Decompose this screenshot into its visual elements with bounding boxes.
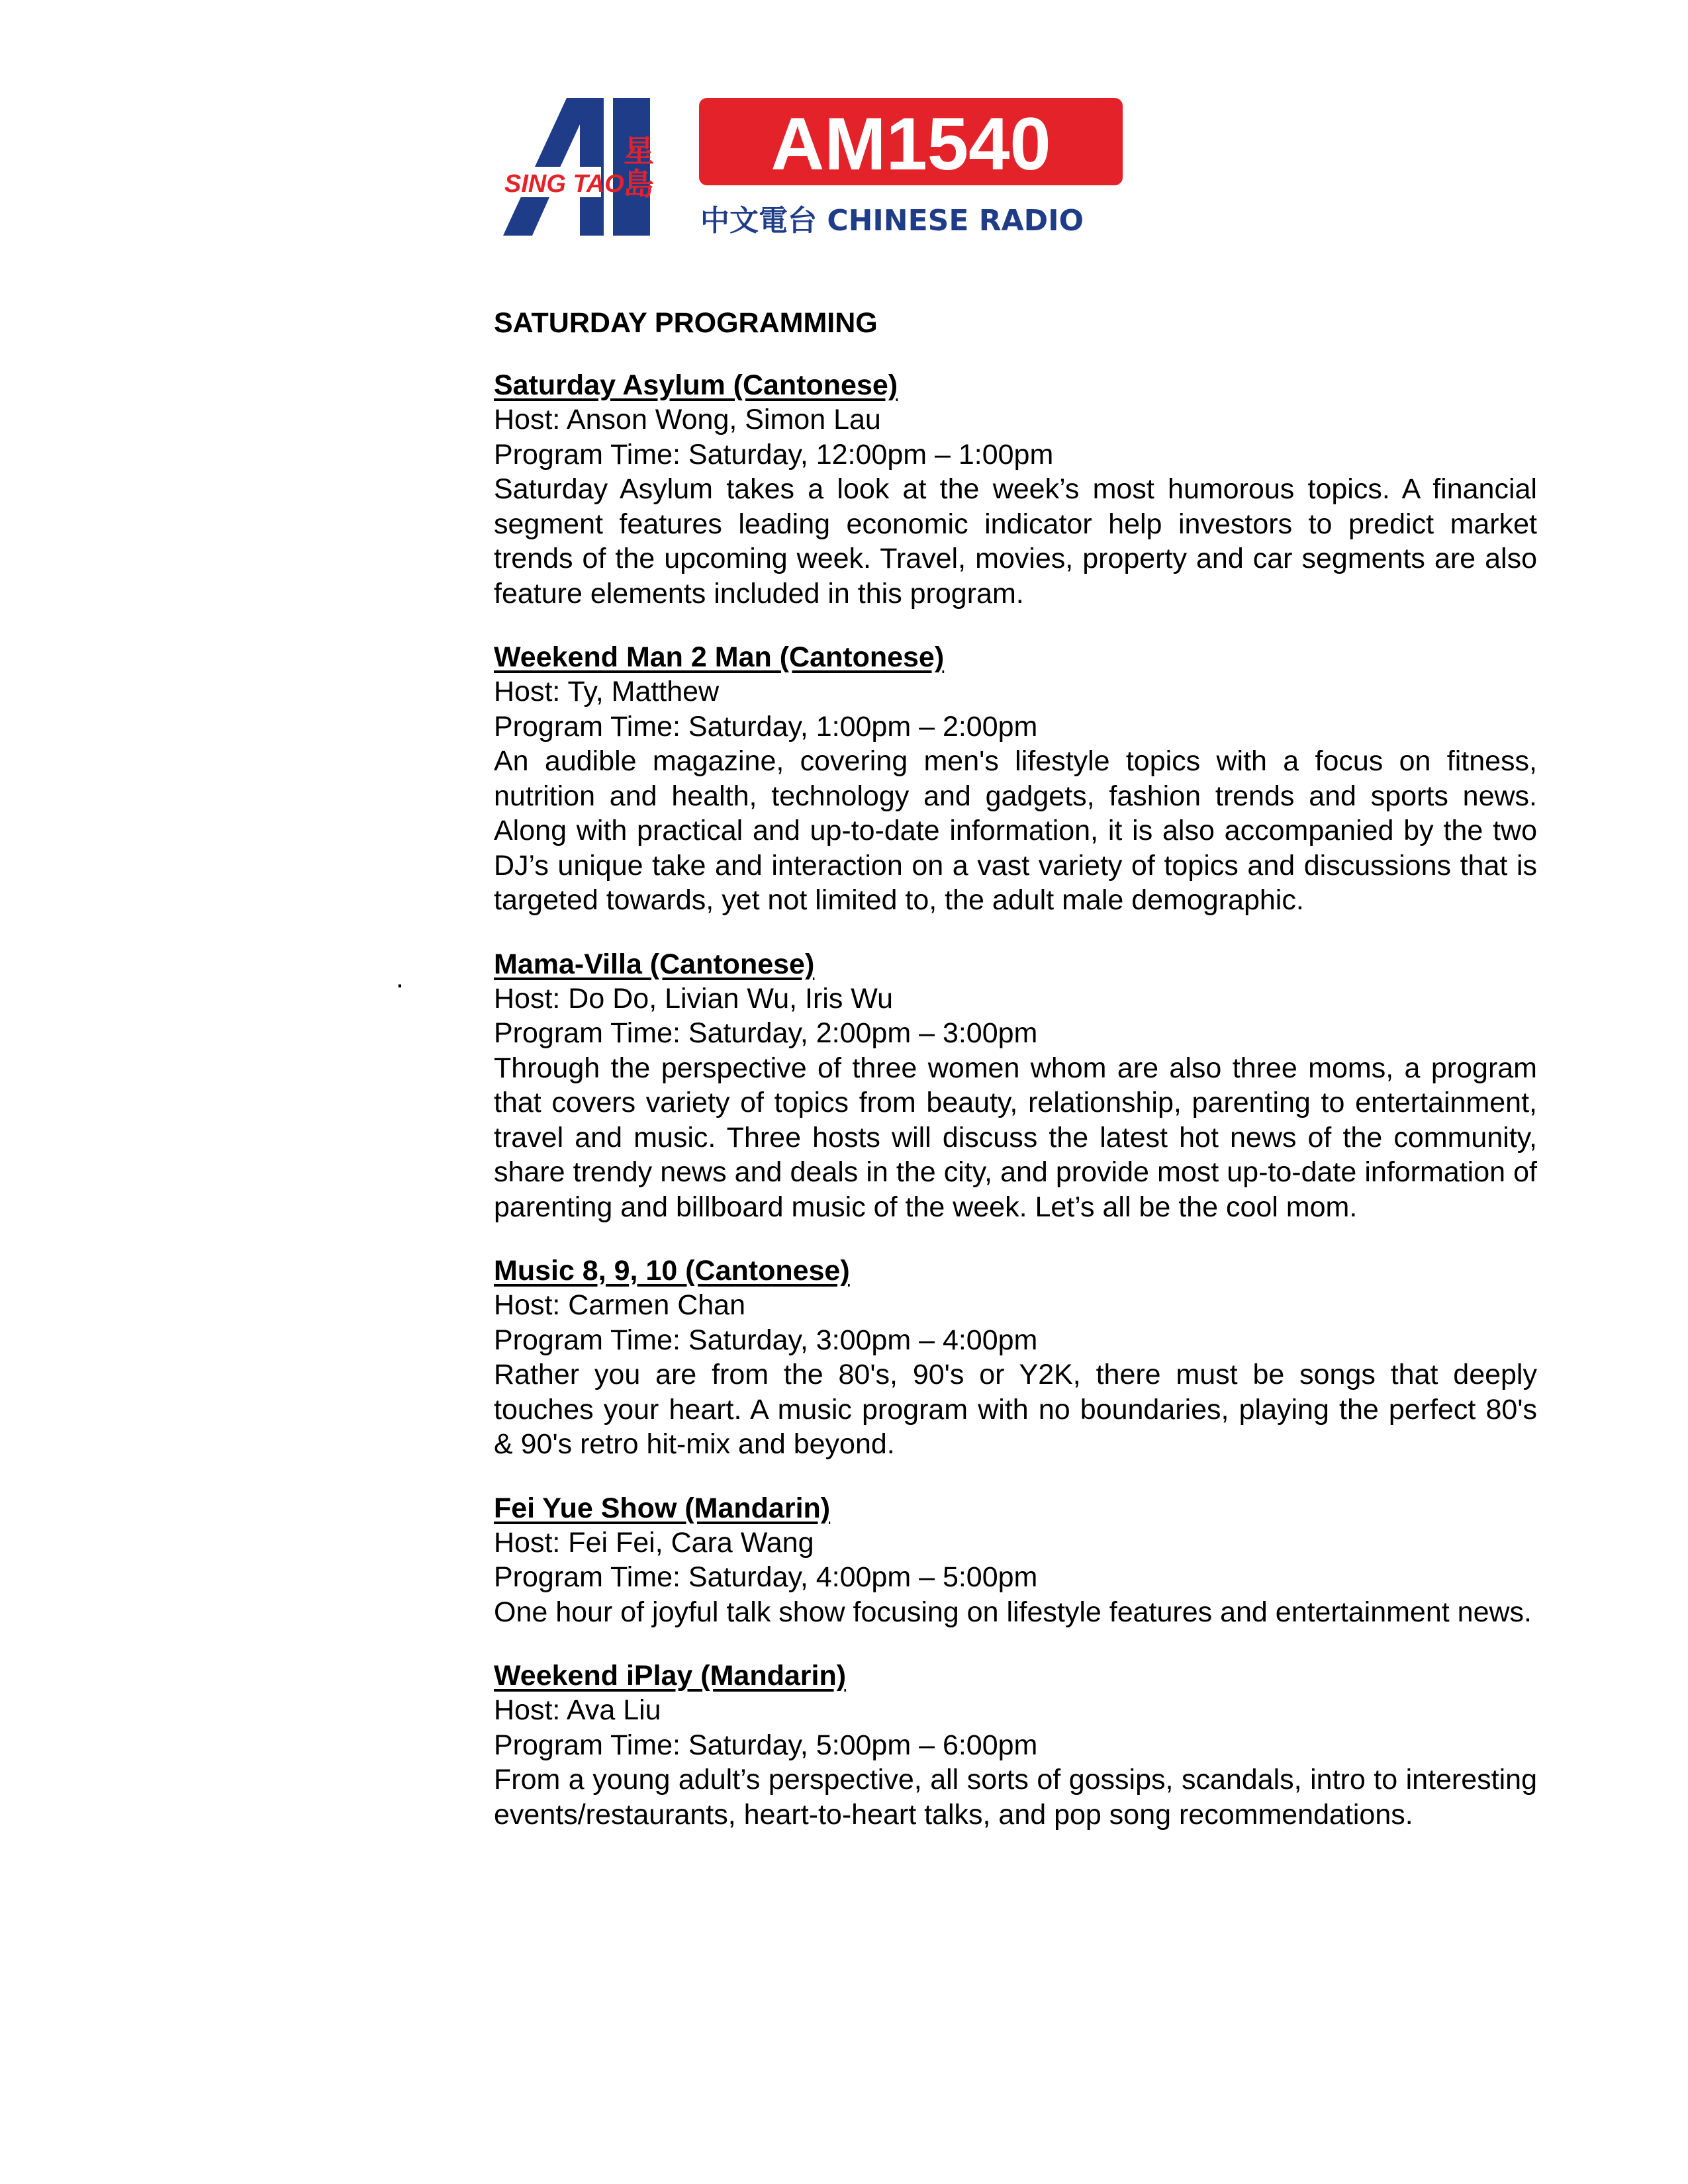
program-entry <box>494 368 1537 611</box>
program-entry <box>494 640 1537 918</box>
logo-wordmark-left: SING TAO <box>504 170 624 198</box>
program-time: Program Time: Saturday, 3:00pm – 4:00pm <box>494 1324 1038 1356</box>
program-entry <box>494 1659 1537 1832</box>
program-entry <box>494 947 1537 1225</box>
program-description: Through the perspective of three women whom are also three moms, a program that covers variety of topics from beauty, relationship, parenting to entertainment, travel and music. Three hosts will discuss the latest hot news of the community, share trendy news and deals in the city, and provide most up-to-date information of parenting and billboard music of the week. Let’s all be the cool mom. <box>494 1052 1537 1223</box>
logo-station-text: AM1540 <box>771 103 1051 185</box>
program-description: One hour of joyful talk show focusing on lifestyle features and entertainment news. <box>494 1596 1532 1628</box>
program-description: Rather you are from the 80's, 90's or Y2K, there must be songs that deeply touches your heart. A music program with no boundaries, playing the perfect 80's & 90's retro hit-mix and beyond. <box>494 1359 1537 1460</box>
program-host: Host: Do Do, Livian Wu, Iris Wu <box>494 982 893 1015</box>
program-time: Program Time: Saturday, 2:00pm – 3:00pm <box>494 1017 1038 1049</box>
program-host: Host: Anson Wong, Simon Lau <box>494 404 881 435</box>
program-entry <box>494 1253 1537 1462</box>
logo-chinese-top: 星 <box>624 133 654 169</box>
logo-chinese-bottom: 島 <box>624 166 654 202</box>
program-description: From a young adult’s perspective, all sorts of gossips, scandals, intro to interesting events/restaurants, heart-to-heart talks, and pop song recommendations. <box>494 1764 1537 1831</box>
program-host: Host: Ava Liu <box>494 1694 661 1726</box>
singtao-am1540-logo <box>503 98 1139 237</box>
program-entry <box>494 1491 1537 1630</box>
program-host: Host: Ty, Matthew <box>494 676 720 707</box>
station-logo <box>503 98 1139 237</box>
program-title: Weekend Man 2 Man (Cantonese) <box>494 641 945 673</box>
program-time: Program Time: Saturday, 4:00pm – 5:00pm <box>494 1561 1038 1593</box>
program-title: Saturday Asylum (Cantonese) <box>494 369 898 401</box>
program-time: Program Time: Saturday, 1:00pm – 2:00pm <box>494 710 1038 743</box>
program-title: Weekend iPlay (Mandarin) <box>494 1660 847 1692</box>
program-title: Mama-Villa (Cantonese) <box>494 948 815 980</box>
page-title: SATURDAY PROGRAMMING <box>494 307 878 339</box>
logo-subtitle: 中文電台 CHINESE RADIO <box>700 204 1084 237</box>
program-time: Program Time: Saturday, 12:00pm – 1:00pm <box>494 438 1054 471</box>
programming-document <box>494 306 1537 1861</box>
stray-mark: . <box>396 962 404 994</box>
program-time: Program Time: Saturday, 5:00pm – 6:00pm <box>494 1729 1038 1761</box>
program-description: Saturday Asylum takes a look at the week’s most humorous topics. A financial segment features leading economic indicator help investors to predict market trends of the upcoming week. Travel, movies, property and car segments are also feature elements included in this program. <box>494 473 1537 610</box>
program-title: Fei Yue Show (Mandarin) <box>494 1492 831 1524</box>
program-host: Host: Carmen Chan <box>494 1289 745 1321</box>
program-title: Music 8, 9, 10 (Cantonese) <box>494 1255 850 1287</box>
program-host: Host: Fei Fei, Cara Wang <box>494 1526 814 1559</box>
program-description: An audible magazine, covering men's lifestyle topics with a focus on fitness, nutrition and health, technology and gadgets, fashion trends and sports news. Along with practical and up-to-date information, it is also accompanied by the two DJ’s unique take and interaction on a vast variety of topics and discussions that is targeted towards, yet not limited to, the adult male demographic. <box>494 745 1537 916</box>
